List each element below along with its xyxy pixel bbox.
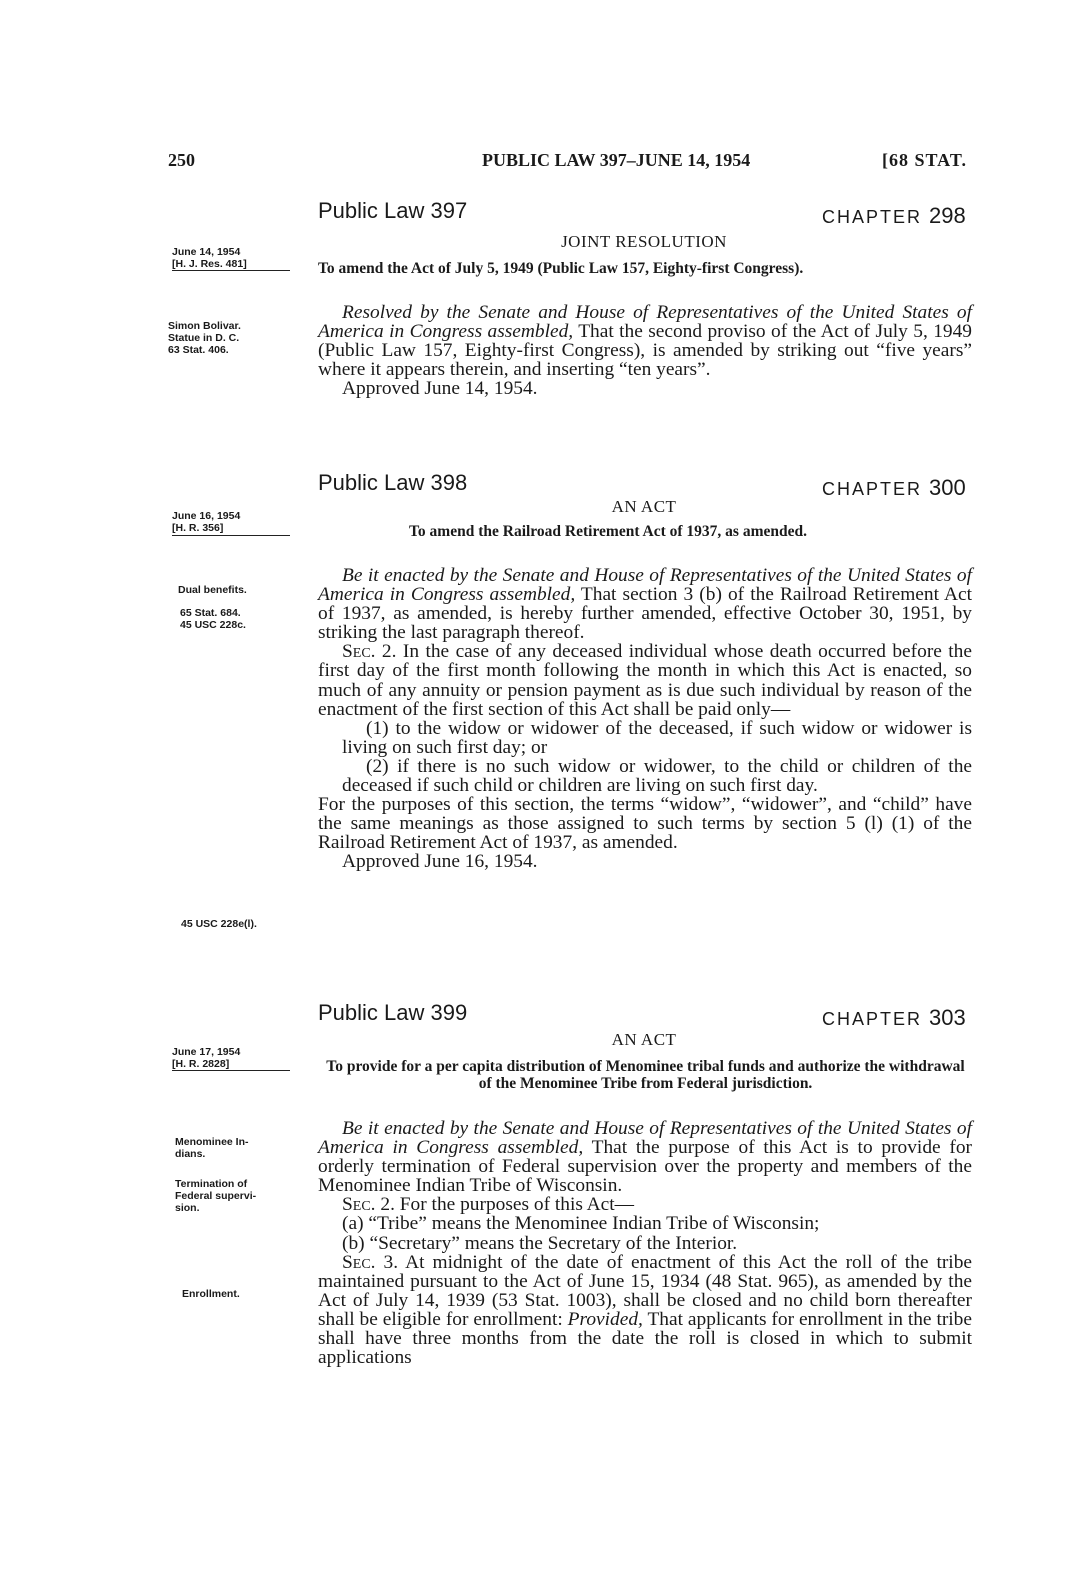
pl399-definition-b: (b) “Secretary” means the Secretary of the Interior. (342, 1232, 738, 1254)
pl399-heading: Public Law 399 (318, 1000, 468, 1025)
pl399-chapter: CHAPTER 303 (822, 1005, 966, 1030)
pl397-text: That the second proviso of the Act of July 5, 1949 (Public Law 157, Eighty-first Congress), is amended by striking out “five years” where it appears therein, and inserting “ten years”. (318, 321, 972, 381)
pl399-title: To provide for a per capita distribution of Menominee tribal funds and authorize the withdrawal of the Menominee Tribe from Federal jurisdiction. (326, 1058, 965, 1092)
pl399-margin-menominee (175, 1136, 305, 1160)
pl398-sec2-label: Sec. 2. (342, 641, 397, 663)
pl399-enacting-clause: Be it enacted by the Senate and House of Representatives of the United States of America in Congress assembled, (318, 1118, 972, 1159)
pl399-date: June 17, 1954 (172, 1046, 241, 1058)
margin-note-statue: Statue in D. C. (168, 332, 240, 344)
pl399-sec3-rest: That applicants for enrollment in the tribe shall have three months from the date the roll is closed in which to submit applications (318, 1308, 972, 1369)
pl399-margin-enrollment: Enrollment. (182, 1288, 240, 1300)
running-title: PUBLIC LAW 397–JUNE 14, 1954 (482, 150, 751, 170)
margin-note-menominee-b: dians. (175, 1148, 206, 1160)
pl398-item-1: (1) to the widow or widower of the deceased, if such widow or widower is living on such first day; or (342, 717, 972, 758)
pl399-provided: Provided, (567, 1308, 643, 1330)
pl398-chapter: CHAPTER 300 (822, 475, 966, 500)
pl398-enacting-clause: Be it enacted by the Senate and House of Representatives of the United States of America in Congress assembled, (318, 565, 972, 606)
pl399-definition-a: (a) “Tribe” means the Menominee Indian Tribe of Wisconsin; (342, 1213, 820, 1235)
pl397-approved: Approved June 14, 1954. (342, 378, 538, 400)
volume-reference: [68 STAT. (882, 150, 968, 170)
pl399-sec3-label: Sec. 3. (342, 1251, 399, 1273)
pl398-approved: Approved June 16, 1954. (342, 851, 538, 873)
page-number: 250 (168, 150, 195, 170)
margin-note-stat-ref: 63 Stat. 406. (168, 344, 229, 356)
pl397-date: June 14, 1954 (172, 246, 241, 258)
margin-note-45-usc-228c: 45 USC 228c. (180, 619, 246, 631)
pl398-date: June 16, 1954 (172, 510, 241, 522)
pl398-margin-refs (180, 607, 310, 631)
margin-note-termination-a: Termination of (175, 1178, 248, 1190)
pl399-sec2-text: For the purposes of this Act— (394, 1194, 635, 1216)
pl397-margin-notes (168, 320, 298, 356)
pl398-body (318, 566, 972, 872)
pl398-sec2-text: In the case of any deceased individual whose death occurred before the first day of the first month following the month in which this Act is enacted, so much of any annuity or pension payment as is due such individual by reason of the enactment of the first section of this Act shall be paid only— (318, 641, 972, 720)
pl398-section-1: That section 3 (b) of the Railroad Retirement Act of 1937, as amended, is hereby further amended, effective October 30, 1951, by striking the last paragraph thereof. (318, 584, 972, 644)
pl398-heading: Public Law 398 (318, 470, 468, 495)
pl398-item-2: (2) if there is no such widow or widower, to the child or children of the deceased if such child or children are living on such first day. (342, 755, 972, 797)
pl399-section-1: That the purpose of this Act is to provide for orderly termination of Federal supervision over the property and members of the Menominee Indian Tribe of Wisconsin. (318, 1137, 972, 1197)
pl398-margin-dual: Dual benefits. (178, 584, 247, 596)
margin-note-simon-bolivar: Simon Bolivar. (168, 320, 241, 332)
pl399-margin-termination (175, 1178, 305, 1214)
pl397-date-block (172, 246, 290, 271)
pl398-purposes: For the purposes of this section, the terms “widow”, “widower”, and “child” have the same meanings as those assigned to such terms by section 5 (l) (1) of the Railroad Retirement Act of 1937, as amended. (318, 794, 972, 854)
pl399-bill: [H. R. 2828] (172, 1058, 230, 1070)
pl398-title: To amend the Railroad Retirement Act of 1937, as amended. (409, 523, 807, 540)
pl398-date-block (172, 510, 290, 536)
pl398-kind: AN ACT (611, 497, 677, 516)
pl399-sec2-label: Sec. 2. (342, 1194, 395, 1216)
pl399-body (318, 1119, 972, 1367)
margin-note-termination-c: sion. (175, 1202, 200, 1214)
pl397-title: To amend the Act of July 5, 1949 (Public Law 157, Eighty-first Congress). (318, 260, 804, 277)
pl397-chapter: CHAPTER 298 (822, 203, 966, 228)
pl399-date-block (172, 1046, 290, 1071)
pl399-kind: AN ACT (611, 1030, 677, 1049)
pl399-sec3-text: At midnight of the date of enactment of this Act the roll of the tribe maintained pursuant to the Act of June 15, 1934 (48 Stat. 965), as amended by the Act of July 14, 1939 (53 Stat. 1003), shall be closed and no child born thereafter shall be eligible for enrollment: (318, 1251, 972, 1330)
margin-note-menominee-a: Menominee In- (175, 1136, 249, 1148)
pl397-body (318, 303, 972, 398)
pl398-bill: [H. R. 356] (172, 522, 224, 534)
pl397-enacting-clause: Resolved by the Senate and House of Representatives of the United States of America in Congress assembled, (318, 302, 972, 343)
pl397-bill: [H. J. Res. 481] (172, 258, 247, 270)
margin-note-termination-b: Federal supervi- (175, 1190, 257, 1202)
margin-note-65-stat: 65 Stat. 684. (180, 607, 241, 619)
pl398-margin-228e: 45 USC 228e(l). (181, 918, 257, 930)
pl397-kind: JOINT RESOLUTION (561, 232, 727, 251)
pl397-heading: Public Law 397 (318, 198, 468, 223)
